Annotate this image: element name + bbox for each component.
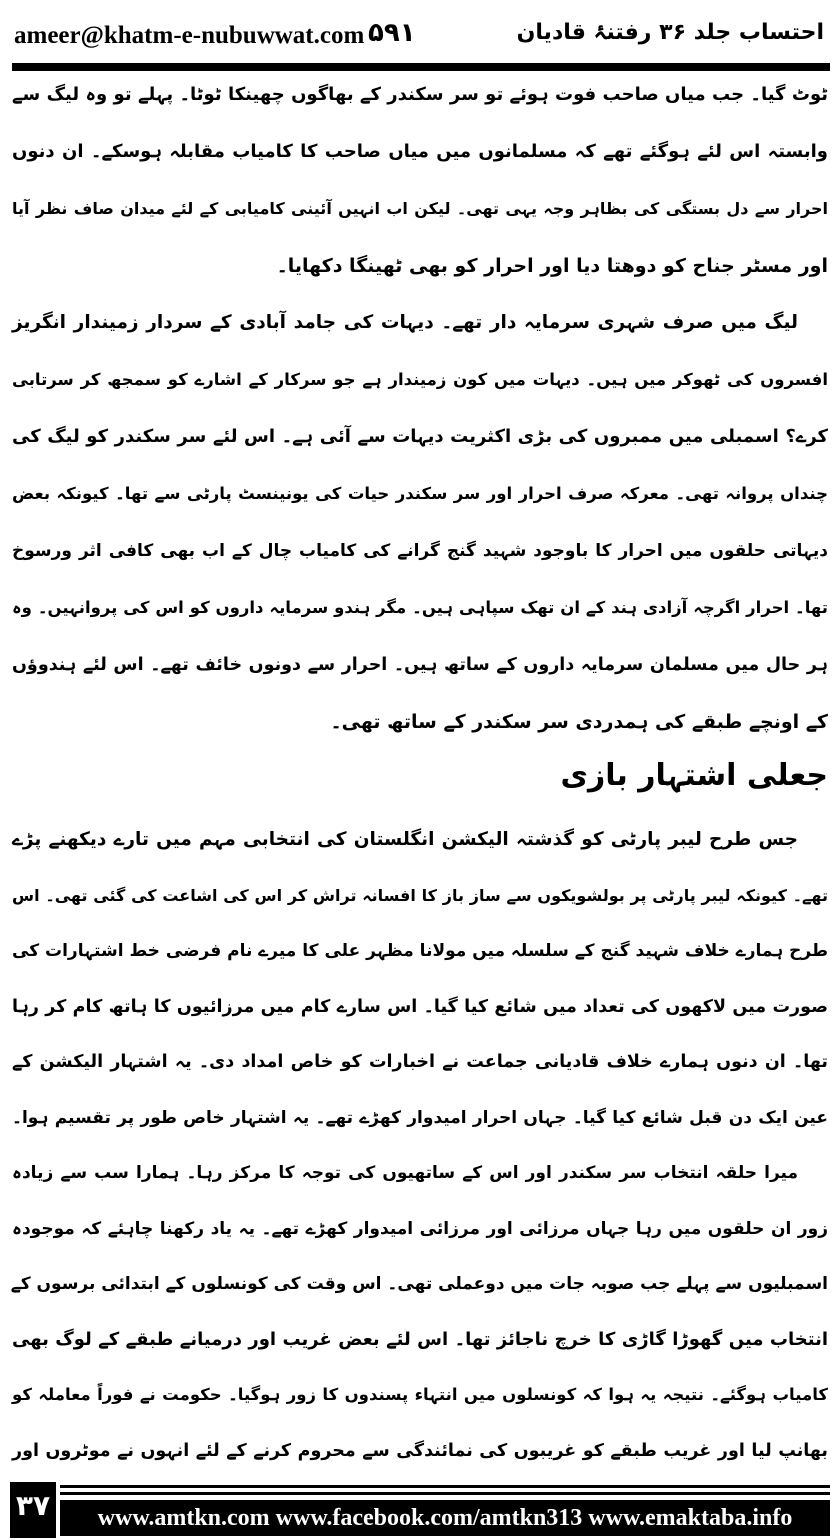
text-line: میرا حلقہ انتخاب سر سکندر اور اس کے ساتھیوں کی توجہ کا مرکز رہا۔ ہمارا سب سے زیادہ bbox=[12, 1163, 798, 1183]
text-line: وابستہ اس لئے ہوگئے تھے کہ مسلمانوں میں میاں صاحب کا کامیاب مقابلہ ہوسکے۔ ان دنوں bbox=[12, 141, 828, 162]
text-line: کرے؟ اسمبلی میں ممبروں کی بڑی اکثریت دیہات سے آئی ہے۔ اس لئے سر سکندر کو لیگ کی bbox=[12, 426, 828, 447]
text-line: زور ان حلقوں میں رہا جہاں مرزائی اور مرزائی امیدوار کھڑے تھے۔ یہ یاد رکھنا چاہئے کہ موجودہ bbox=[12, 1218, 828, 1239]
text-line: صورت میں لاکھوں کی تعداد میں شائع کیا گیا۔ اس سارے کام میں مرزائیوں کا ہاتھ کام کر رہا bbox=[12, 996, 828, 1017]
text-line: ہر حال میں مسلمان سرمایہ داروں کے ساتھ ہیں۔ احرار سے دونوں خائف تھے۔ اس لئے ہندوؤں bbox=[12, 655, 828, 675]
text-line: کامیاب ہوگئے۔ نتیجہ یہ ہوا کہ کونسلوں میں انتہاء پسندوں کا زور ہوگیا۔ حکومت نے فوراً معاملہ کو bbox=[12, 1385, 828, 1404]
text-line: لیگ میں صرف شہری سرمایہ دار تھے۔ دیہات کی جامد آبادی کے سردار زمیندار انگریز bbox=[12, 312, 798, 333]
footer-section-number: ۳۷ bbox=[10, 1482, 56, 1538]
text-line: چنداں پروانہ تھی۔ معرکہ صرف احرار اور سر سکندر حیات کی یونینسٹ پارٹی سے تھا۔ کیونکہ بعض bbox=[12, 484, 828, 503]
text-line: تھا۔ ان دنوں ہمارے خلاف قادیانی جماعت نے اخبارات کو خاص امداد دی۔ یہ اشتہار الیکشن کے bbox=[12, 1052, 828, 1072]
text-line: انتخاب میں گھوڑا گاڑی کا خرچ ناجائز تھا۔ اس لئے بعض غریب اور درمیانے طبقے کے لوگ بھی bbox=[12, 1328, 828, 1350]
text-line: عین ایک دن قبل شائع کیا گیا۔ جہاں احرار امیدوار کھڑے تھے۔ یہ اشتہار خاص طور پر تقسیم ہوا۔ bbox=[12, 1107, 828, 1128]
header-divider bbox=[12, 63, 830, 71]
text-line: بھانپ لیا اور غریب طبقے کو غریبوں کی نمائندگی سے محروم کرنے کے لئے انہوں نے موٹروں اور bbox=[12, 1440, 828, 1461]
section-heading: جعلی اشتہار بازی bbox=[560, 758, 828, 793]
text-line: دیہاتی حلقوں میں احرار کا باوجود شہید گنج گرانے کی کامیاب چال کے اب بھی کافی اثر ورسوخ bbox=[12, 541, 828, 561]
footer-links: www.amtkn.com www.facebook.com/amtkn313 www.emaktaba.info bbox=[60, 1500, 830, 1536]
header-email: ameer@khatm-e-nubuwwat.com bbox=[14, 22, 365, 49]
text-line: تھا۔ احرار اگرچہ آزادی ہند کے ان تھک سپاہی ہیں۔ مگر ہندو سرمایہ داروں کو اس کی پروانہیں۔ وہ bbox=[12, 598, 828, 617]
text-line: احرار سے دل بستگی کی بظاہر وجہ یہی تھی۔ لیکن اب انہیں آئینی کامیابی کے لئے میدان صاف نظر آیا bbox=[12, 199, 828, 218]
book-title: احتساب جلد ۳۶ رفتنۂ قادیان bbox=[516, 20, 824, 45]
footer-divider bbox=[60, 1485, 830, 1488]
text-line: جس طرح لیبر پارٹی کو گذشتہ الیکشن انگلستان کی انتخابی مہم میں تارے دیکھنے پڑے bbox=[12, 829, 798, 850]
page-number: ۵۹۱ bbox=[368, 18, 416, 48]
text-line: اسمبلیوں سے پہلے جب صوبہ جات میں دوعملی تھی۔ اس وقت کی کونسلوں کے ابتدائی برسوں کے bbox=[10, 1274, 828, 1294]
text-line: کے اونچے طبقے کی ہمدردی سر سکندر کے ساتھ تھی۔ bbox=[330, 711, 828, 733]
text-line: اور مسٹر جناح کو دوھتا دیا اور احرار کو بھی ٹھینگا دکھایا۔ bbox=[276, 255, 828, 277]
text-line: تھے۔ کیونکہ لیبر پارٹی پر بولشویکوں سے ساز باز کا افسانہ تراش کر اس کی اشاعت کی گئی تھی۔ اس bbox=[12, 885, 828, 905]
footer-divider bbox=[60, 1492, 830, 1495]
text-line: طرح ہمارے خلاف شہید گنج کے سلسلہ میں مولانا مظہر علی کا میرے نام فرضی خط اشتہارات کی bbox=[12, 941, 828, 961]
text-line: افسروں کی ٹھوکر میں ہیں۔ دیہات میں کون زمیندار ہے جو سرکار کے اشارے کو سمجھ کر سرتابی bbox=[12, 370, 828, 389]
text-line: ٹوٹ گیا۔ جب میاں صاحب فوت ہوئے تو سر سکندر کے بھاگوں چھینکا ٹوٹا۔ پہلے تو وہ لیگ سے bbox=[12, 84, 828, 105]
